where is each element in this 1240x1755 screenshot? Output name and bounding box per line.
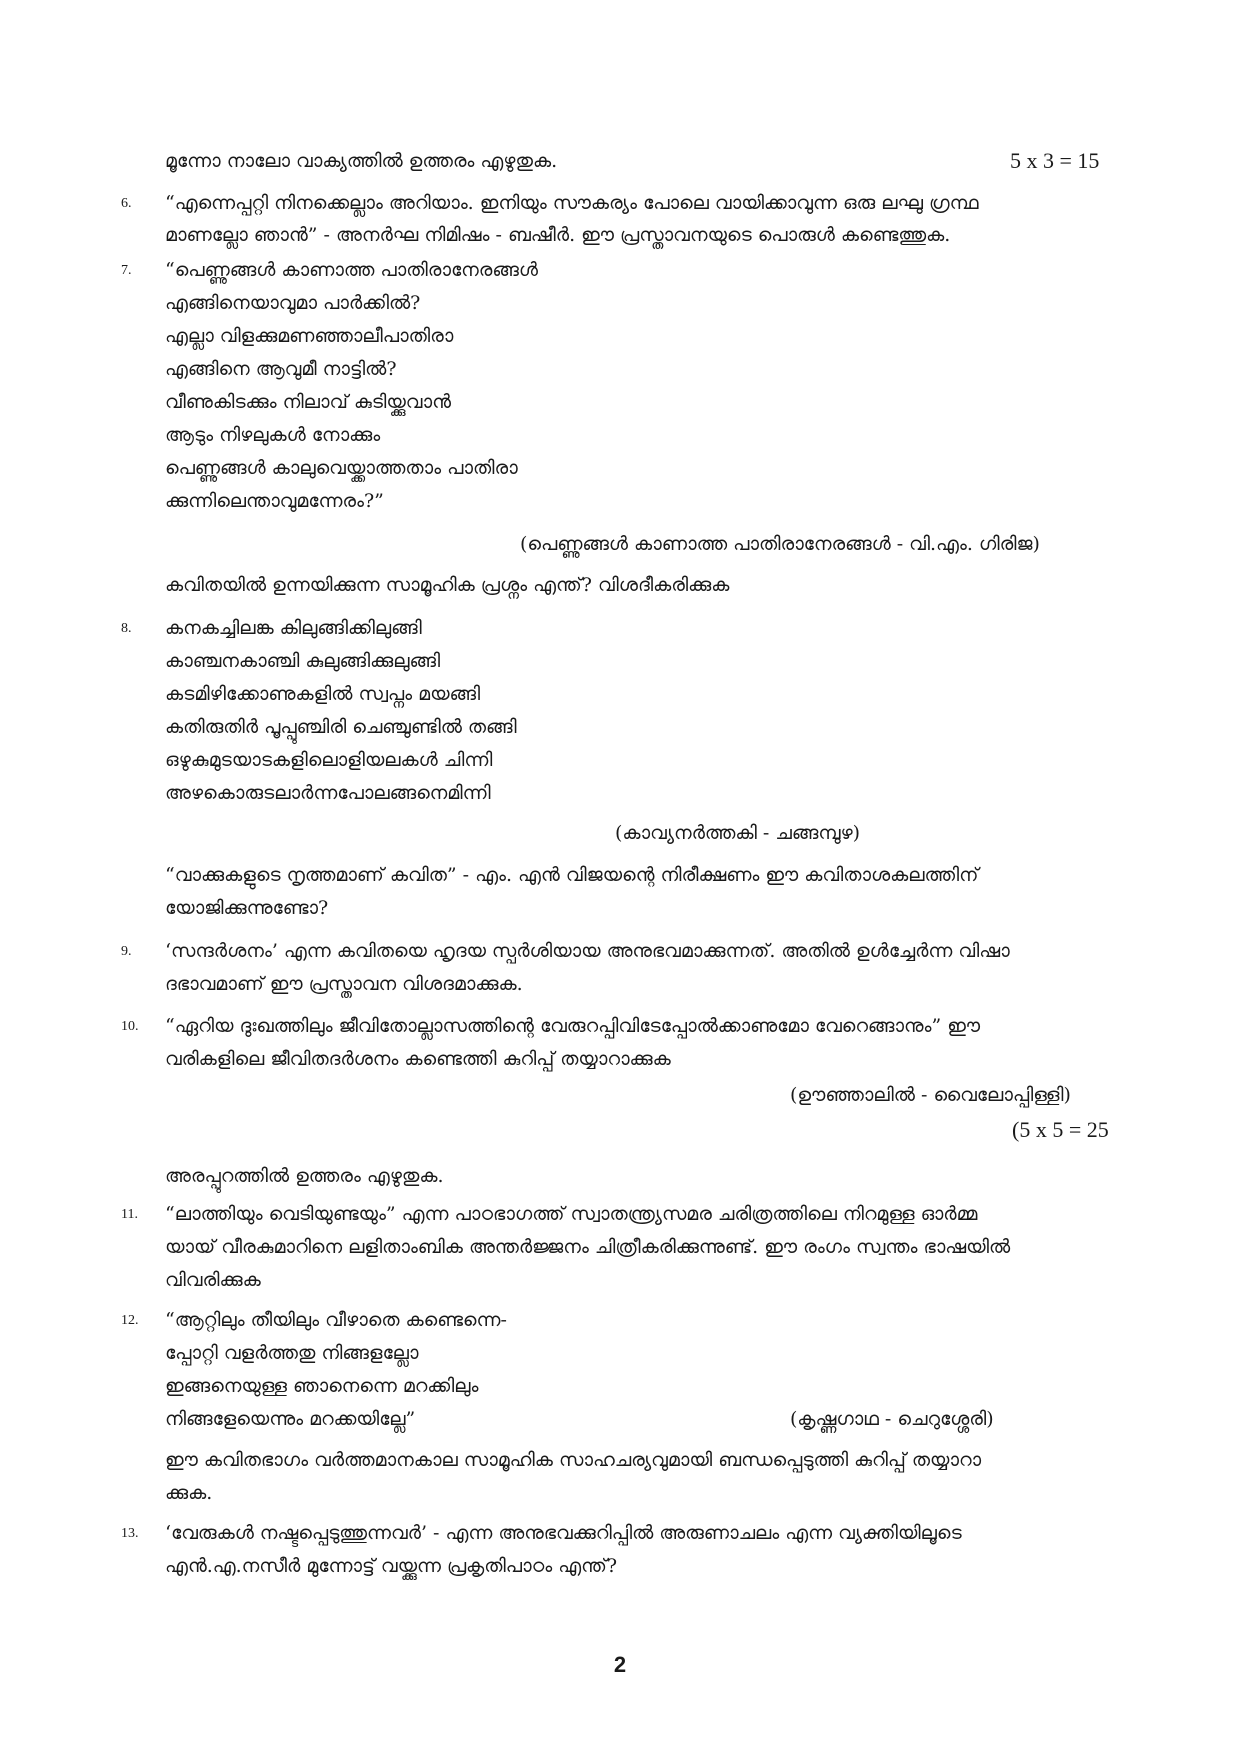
question-text: യോജിക്കുന്നുണ്ടോ?: [165, 897, 329, 919]
poem-line: “ആറ്റിലും തീയിലും വീഴാതെ കണ്ടെന്നെ-: [165, 1309, 507, 1331]
poem-line: ഒഴുകുമുടയാടകളിലൊളിയലകൾ ചിന്നി: [165, 749, 493, 771]
poem-line: ഇങ്ങനെയുള്ള ഞാനെന്നെ മറക്കിലും: [165, 1375, 479, 1397]
question-text: ദഭാവമാണ് ഈ പ്രസ്താവന വിശദമാക്കുക.: [165, 973, 523, 995]
question-number: 9.: [121, 944, 132, 959]
poem-line: കടമിഴിക്കോണുകളിൽ സ്വപ്നം മയങ്ങി: [165, 683, 481, 705]
section-marks: (5 x 5 = 25: [1012, 1117, 1109, 1142]
question-text: ഈ കവിതഭാഗം വർത്തമാനകാല സാമൂഹിക സാഹചര്യവുമായി ബന്ധപ്പെടുത്തി കുറിപ്പ് തയ്യാറാ: [165, 1449, 982, 1471]
poem-line: പ്പോറ്റി വളർത്തതു നിങ്ങളല്ലോ: [165, 1342, 419, 1364]
question-text: ‘വേരുകൾ നഷ്ടപ്പെടുത്തുന്നവർ’ - എന്ന അനുഭവക്കുറിപ്പിൽ അരുണാചലം എന്ന വ്യക്തിയിലൂടെ: [165, 1522, 962, 1544]
poem-source: (ഊഞ്ഞാലിൽ - വൈലോപ്പിള്ളി): [790, 1084, 1071, 1106]
poem-source: (പെണ്ണുങ്ങൾ കാണാത്ത പാതിരാനേരങ്ങൾ - വി.എം. ഗിരിജ): [520, 533, 1040, 555]
poem-line: എങ്ങിനെ ആവുമീ നാട്ടിൽ?: [165, 358, 397, 380]
poem-line: എല്ലാ വിളക്കുമണഞ്ഞാലീപാതിരാ: [165, 325, 454, 347]
question-text: ക്കുക.: [165, 1482, 213, 1504]
question-number: 7.: [121, 263, 132, 278]
question-text: “ഏറിയ ദുഃഖത്തിലും ജീവിതോല്ലാസത്തിന്റെ വേരുറപ്പിവിടേപ്പോൽക്കാണുമോ വേറെങ്ങാനും” ഈ: [165, 1015, 981, 1037]
poem-line: ക്കുന്നിലെന്താവുമന്നേരം?”: [165, 490, 384, 512]
question-number: 8.: [121, 621, 132, 636]
poem-line: നിങ്ങളേയെന്നും മറക്കയില്ലേ”: [165, 1408, 416, 1430]
section-b-instruction: അരപ്പുറത്തിൽ ഉത്തരം എഴുതുക.: [165, 1165, 444, 1187]
section-a-marks: 5 x 3 = 15: [1010, 148, 1100, 173]
poem-line: കനകച്ചിലങ്ക കിലുങ്ങിക്കിലുങ്ങി: [165, 617, 422, 639]
poem-source: (കാവ്യനർത്തകി - ചങ്ങമ്പുഴ): [615, 822, 861, 844]
question-text: കവിതയിൽ ഉന്നയിക്കുന്ന സാമൂഹിക പ്രശ്നം എന്ത്? വിശദീകരിക്കുക: [165, 574, 730, 596]
question-number: 12.: [121, 1313, 139, 1328]
poem-line: എങ്ങിനെയാവുമാ പാർക്കിൽ?: [165, 292, 421, 314]
question-text: “എന്നെപ്പറ്റി നിനക്കെല്ലാം അറിയാം. ഇനിയും സൗകര്യം പോലെ വായിക്കാവുന്ന ഒരു ലഘു ഗ്രന്ഥ: [165, 192, 979, 214]
poem-line: “പെണ്ണുങ്ങൾ കാണാത്ത പാതിരാനേരങ്ങൾ: [165, 259, 538, 281]
poem-line: അഴകൊരുടലാർന്നപോലങ്ങനെമിന്നി: [165, 782, 491, 804]
question-number: 6.: [121, 196, 132, 211]
poem-line: ആടും നിഴലുകൾ നോക്കും: [165, 424, 381, 446]
page-number: 2: [613, 1652, 627, 1677]
poem-line: വീണുകിടക്കും നിലാവ് കുടിയ്ക്കുവാൻ: [165, 391, 451, 413]
question-text: എൻ.എ.നസീർ മുന്നോട്ട് വയ്ക്കുന്ന പ്രകൃതിപാഠം എന്ത്?: [165, 1555, 618, 1577]
section-a-instruction: മൂന്നോ നാലോ വാക്യത്തിൽ ഉത്തരം എഴുതുക.: [165, 150, 558, 172]
question-text: “ലാത്തിയും വെടിയുണ്ടയും” എന്ന പാഠഭാഗത്ത് സ്വാതന്ത്ര്യസമര ചരിത്രത്തിലെ നിറമുള്ള ഓർമ്മ: [165, 1203, 978, 1225]
poem-line: കാഞ്ചനകാഞ്ചി കുലുങ്ങിക്കുലുങ്ങി: [165, 650, 441, 672]
poem-line: പെണ്ണുങ്ങൾ കാലുവെയ്ക്കാത്തതാം പാതിരാ: [165, 457, 518, 479]
question-text: “വാക്കുകളുടെ നൃത്തമാണ് കവിത” - എം. എൻ വിജയന്റെ നിരീക്ഷണം ഈ കവിതാശകലത്തിന്: [165, 864, 979, 886]
question-text: വിവരിക്കുക: [165, 1269, 261, 1291]
question-text: വരികളിലെ ജീവിതദർശനം കണ്ടെത്തി കുറിപ്പ് തയ്യാറാക്കുക: [165, 1048, 671, 1070]
question-number: 11.: [121, 1207, 138, 1222]
question-text: മാണല്ലോ ഞാൻ” - അനർഘ നിമിഷം - ബഷീർ. ഈ പ്രസ്താവനയുടെ പൊരുൾ കണ്ടെത്തുക.: [165, 224, 951, 246]
poem-source: (കൃഷ്ണഗാഥ - ചെറുശ്ശേരി): [790, 1408, 994, 1430]
question-number: 13.: [121, 1526, 139, 1541]
poem-line: കതിരുതിർ പൂപ്പുഞ്ചിരി ചെഞ്ചുണ്ടിൽ തങ്ങി: [165, 716, 517, 738]
question-text: ‘സന്ദർശനം’ എന്ന കവിതയെ ഹൃദയ സ്പർശിയായ അനുഭവമാക്കുന്നത്. അതിൽ ഉൾച്ചേർന്ന വിഷാ: [165, 940, 1010, 962]
question-number: 10.: [121, 1019, 139, 1034]
question-text: യായ് വീരകുമാറിനെ ലളിതാംബിക അന്തർജ്ജനം ചിത്രീകരിക്കുന്നുണ്ട്. ഈ രംഗം സ്വന്തം ഭാഷയിൽ: [165, 1236, 1011, 1258]
